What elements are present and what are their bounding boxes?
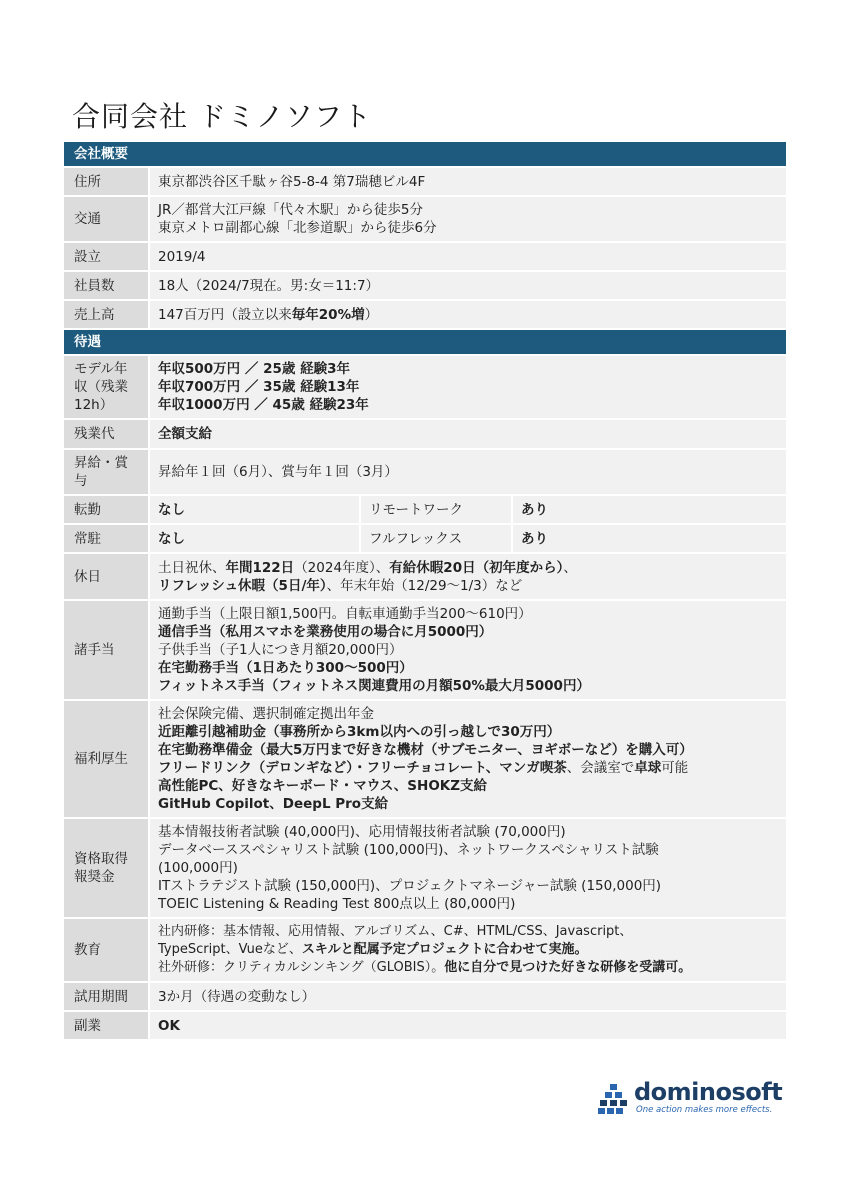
side-job-label: 副業 bbox=[63, 1011, 149, 1040]
row-sales bbox=[63, 300, 787, 329]
founded-label: 設立 bbox=[63, 242, 149, 271]
transfer-value: なし bbox=[149, 495, 360, 524]
transport-line: JR／都営大江戸線「代々木駅」から徒歩5分 bbox=[158, 202, 423, 218]
allowance-item: 子供手当（子1人につき月額20,000円） bbox=[158, 642, 403, 658]
full-flex-value: あり bbox=[512, 524, 787, 553]
row-transport bbox=[63, 196, 787, 242]
row-employees bbox=[63, 271, 787, 300]
holidays-value bbox=[149, 553, 787, 600]
welfare-item: 近距離引越補助金（事務所から3km以内への引っ越しで30万円） bbox=[158, 724, 561, 740]
allowances-value bbox=[149, 600, 787, 700]
transfer-label: 転勤 bbox=[63, 495, 149, 524]
certification-item: 基本情報技術者試験 (40,000円)、応用情報技術者試験 (70,000円) bbox=[158, 824, 566, 840]
overtime-label: 残業代 bbox=[63, 419, 149, 449]
probation-value: 3か月（待遇の変動なし） bbox=[149, 982, 787, 1011]
holidays-annual-days: 年間122日 bbox=[225, 559, 295, 576]
probation-label: 試用期間 bbox=[63, 982, 149, 1011]
employees-value: 18人（2024/7現在。男:女＝11:7） bbox=[149, 271, 787, 300]
sales-text: ） bbox=[364, 306, 379, 323]
education-text: 社外研修：クリティカルシンキング（GLOBIS）。 bbox=[158, 960, 445, 975]
company-logo bbox=[598, 1078, 788, 1116]
row-probation bbox=[63, 982, 787, 1011]
page-title: 合同会社 ドミノソフト bbox=[72, 100, 372, 133]
holidays-text: 、年末年始（12/29〜1/3）など bbox=[326, 577, 523, 594]
holidays-paid-leave: 有給休暇20日（初年度から） bbox=[389, 559, 564, 576]
domino-logo-icon bbox=[598, 1084, 630, 1114]
education-item: 社内研修：基本情報、応用情報、アルゴリズム、C#、HTML/CSS、Javascript、 bbox=[158, 924, 633, 939]
row-resident bbox=[63, 524, 787, 553]
transport-line: 東京メトロ副都心線「北参道駅」から徒歩6分 bbox=[158, 220, 437, 236]
overtime-value: 全額支給 bbox=[149, 419, 787, 449]
welfare-item: 在宅勤務準備金（最大5万円まで好きな機材（サブモニター、ヨギボーなど）を購入可） bbox=[158, 742, 693, 758]
resident-label: 常駐 bbox=[63, 524, 149, 553]
row-transfer bbox=[63, 495, 787, 524]
transport-value bbox=[149, 196, 787, 242]
education-item bbox=[158, 941, 778, 959]
row-holidays bbox=[63, 553, 787, 600]
welfare-item: 高性能PC、好きなキーボード・マウス、SHOKZ支給 bbox=[158, 778, 488, 794]
education-item bbox=[158, 959, 778, 977]
certification-item: データベーススペシャリスト試験 (100,000円)、ネットワークスペシャリスト試験 bbox=[158, 842, 659, 858]
resident-value: なし bbox=[149, 524, 360, 553]
welfare-item: GitHub Copilot、DeepL Pro支給 bbox=[158, 796, 389, 812]
holidays-refresh-leave: リフレッシュ休暇（5日/年） bbox=[158, 577, 327, 594]
certification-item: TOEIC Listening & Reading Test 800点以上 (80,000円) bbox=[158, 896, 516, 912]
certification-item: ITストラテジスト試験 (150,000円)、プロジェクトマネージャー試験 (150,000円) bbox=[158, 878, 662, 894]
model-income-value bbox=[149, 355, 787, 419]
holidays-text: 、 bbox=[563, 559, 577, 576]
sales-value bbox=[149, 300, 787, 329]
row-founded bbox=[63, 242, 787, 271]
row-raise bbox=[63, 449, 787, 495]
allowance-item: 在宅勤務手当（1日あたり300〜500円） bbox=[158, 660, 413, 676]
row-allowances bbox=[63, 600, 787, 700]
row-side-job bbox=[63, 1011, 787, 1040]
address-label: 住所 bbox=[63, 167, 149, 196]
full-flex-label: フルフレックス bbox=[360, 524, 512, 553]
allowance-item: フィットネス手当（フィットネス関連費用の月額50%最大月5000円） bbox=[158, 678, 590, 694]
raise-label: 昇給・賞与 bbox=[63, 449, 149, 495]
model-income-line: 年収500万円 ／ 25歳 経験3年 bbox=[158, 361, 350, 377]
sales-label: 売上高 bbox=[63, 300, 149, 329]
employees-label: 社員数 bbox=[63, 271, 149, 300]
welfare-table-tennis: 卓球 bbox=[634, 760, 662, 776]
certification-value bbox=[149, 818, 787, 918]
certification-label: 資格取得報奨金 bbox=[63, 818, 149, 918]
welfare-value bbox=[149, 700, 787, 818]
company-profile-table bbox=[62, 140, 788, 1041]
certification-item: (100,000円) bbox=[158, 860, 238, 876]
education-text: TypeScript、Vueなど、 bbox=[158, 942, 302, 957]
logo-wordmark: dominosoft bbox=[634, 1078, 783, 1106]
allowance-item: 通勤手当（上限日額1,500円。自転車通勤手当200〜610円） bbox=[158, 606, 532, 622]
section-benefits-title: 待遇 bbox=[63, 329, 787, 355]
holidays-text: 土日祝休、 bbox=[158, 559, 226, 576]
holidays-line bbox=[158, 577, 778, 595]
founded-value: 2019/4 bbox=[149, 242, 787, 271]
welfare-text: フリードリンク（デロンギなど）・フリーチョコレート、マンガ喫茶 bbox=[158, 760, 567, 776]
address-value: 東京都渋谷区千駄ヶ谷5-8-4 第7瑞穂ビル4F bbox=[149, 167, 787, 196]
row-welfare bbox=[63, 700, 787, 818]
row-certification bbox=[63, 818, 787, 918]
row-overtime bbox=[63, 419, 787, 449]
allowances-label: 諸手当 bbox=[63, 600, 149, 700]
allowance-item: 通信手当（私用スマホを業務使用の場合に月5000円） bbox=[158, 624, 493, 640]
sales-text: 147百万円（設立以来 bbox=[158, 306, 292, 323]
welfare-item: 社会保険完備、選択制確定拠出年金 bbox=[158, 706, 374, 722]
logo-tagline: One action makes more effects. bbox=[636, 1105, 773, 1115]
row-model-income bbox=[63, 355, 787, 419]
holidays-line bbox=[158, 559, 778, 577]
holidays-text: （2024年度）、 bbox=[294, 559, 390, 576]
welfare-text: 可能 bbox=[661, 760, 689, 776]
welfare-item bbox=[158, 759, 778, 777]
welfare-label: 福利厚生 bbox=[63, 700, 149, 818]
education-emphasis: 他に自分で見つけた好きな研修を受講可。 bbox=[444, 960, 692, 975]
side-job-value: OK bbox=[149, 1011, 787, 1040]
model-income-line: 年収1000万円 ／ 45歳 経験23年 bbox=[158, 397, 369, 413]
section-company-header bbox=[63, 141, 787, 167]
section-benefits-header bbox=[63, 329, 787, 355]
education-label: 教育 bbox=[63, 918, 149, 982]
transport-label: 交通 bbox=[63, 196, 149, 242]
section-company-title: 会社概要 bbox=[63, 141, 787, 167]
education-value bbox=[149, 918, 787, 982]
raise-value: 昇給年１回（6月）、賞与年１回（3月） bbox=[149, 449, 787, 495]
remote-work-label: リモートワーク bbox=[360, 495, 512, 524]
welfare-text: 、会議室で bbox=[566, 760, 635, 776]
row-education bbox=[63, 918, 787, 982]
model-income-label: モデル年収（残業12h） bbox=[63, 355, 149, 419]
remote-work-value: あり bbox=[512, 495, 787, 524]
sales-growth: 毎年20%増 bbox=[291, 306, 365, 323]
education-emphasis: スキルと配属予定プロジェクトに合わせて実施。 bbox=[301, 942, 588, 957]
holidays-label: 休日 bbox=[63, 553, 149, 600]
row-address bbox=[63, 167, 787, 196]
model-income-line: 年収700万円 ／ 35歳 経験13年 bbox=[158, 379, 360, 395]
